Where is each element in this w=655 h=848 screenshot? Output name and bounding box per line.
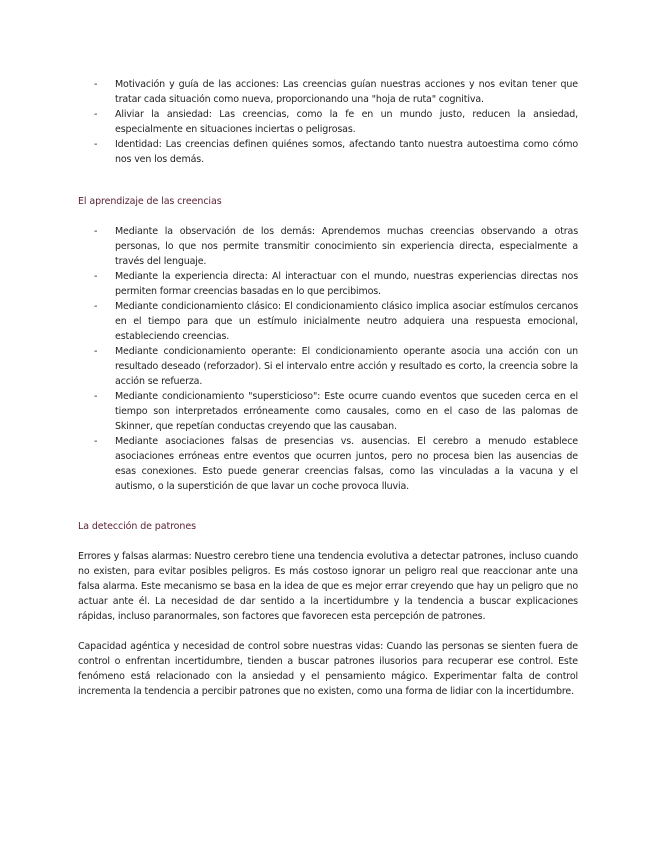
- list-item: [0, 434, 655, 494]
- list-dash: -: [94, 301, 98, 312]
- list-item: [0, 269, 655, 299]
- list-dash: -: [94, 79, 98, 90]
- list-item-text: Mediante condicionamiento "supersticioso": Este ocurre cuando eventos que suceden cerca en el tiempo son interpretados erróneamente como causales, como en el caso de las palomas de Skinner, que repetían conductas creyendo que las causaban.: [115, 391, 578, 432]
- list-item-text: Mediante condicionamiento clásico: El condicionamiento clásico implica asociar estímulos cercanos en el tiempo para que un estímulo inicialmente neutro adquiera una respuesta emocional, estableciendo creencias.: [115, 301, 578, 342]
- list-dash: -: [94, 391, 98, 402]
- list-item: [0, 137, 655, 167]
- belief-learning-list: [0, 224, 655, 494]
- list-dash: -: [94, 226, 98, 237]
- list-dash: -: [94, 109, 98, 120]
- list-item-text: Mediante la experiencia directa: Al interactuar con el mundo, nuestras experiencias directas nos permiten formar creencias basadas en lo que percibimos.: [115, 271, 578, 297]
- list-item: [0, 107, 655, 137]
- list-dash: -: [94, 436, 98, 447]
- list-item: [0, 299, 655, 344]
- list-dash: -: [94, 346, 98, 357]
- list-dash: -: [94, 139, 98, 150]
- list-item: [0, 389, 655, 434]
- list-item: [0, 344, 655, 389]
- list-item-text: Aliviar la ansiedad: Las creencias, como la fe en un mundo justo, reducen la ansiedad, especialmente en situaciones inciertas o peligrosas.: [115, 109, 578, 135]
- list-dash: -: [94, 271, 98, 282]
- list-item-text: Mediante la observación de los demás: Aprendemos muchas creencias observando a otras personas, lo que nos permite transmitir conocimiento sin experiencia directa, especialmente a través del lenguaje.: [115, 226, 578, 267]
- list-item-text: Identidad: Las creencias definen quiénes somos, afectando tanto nuestra autoestima como cómo nos ven los demás.: [115, 139, 578, 165]
- list-item-text: Motivación y guía de las acciones: Las creencias guían nuestras acciones y nos evitan tener que tratar cada situación como nueva, proporcionando una "hoja de ruta" cognitiva.: [115, 79, 578, 105]
- list-item: [0, 224, 655, 269]
- list-item-text: Mediante asociaciones falsas de presencias vs. ausencias. El cerebro a menudo establece asociaciones erróneas entre eventos que ocurren juntos, pero no procesa bien las ausencias de esas conexiones. Esto puede generar creencias falsas, como las vinculadas a la vacuna y el autismo, o la superstición de que lavar un coche provoca lluvia.: [115, 436, 578, 492]
- belief-functions-list: [0, 77, 655, 167]
- section-heading-learning: El aprendizaje de las creencias: [78, 196, 222, 207]
- list-item: [0, 77, 655, 107]
- paragraph-false-alarms: Errores y falsas alarmas: Nuestro cerebro tiene una tendencia evolutiva a detectar patrones, incluso cuando no existen, para evitar posibles peligros. Es más costoso ignorar un peligro real que reaccionar ante una falsa alarma. Este mecanismo se basa en la idea de que es mejor errar creyendo que hay un peligro que no actuar ante él. La necesidad de dar sentido a la incertidumbre y la tendencia a buscar explicaciones rápidas, incluso paranormales, son factores que favorecen esta percepción de patrones.: [78, 551, 578, 622]
- list-item-text: Mediante condicionamiento operante: El condicionamiento operante asocia una acción con un resultado deseado (reforzador). Si el intervalo entre acción y resultado es corto, la creencia sobre la acción se refuerza.: [115, 346, 578, 387]
- section-heading-patterns: La detección de patrones: [78, 521, 196, 532]
- paragraph-agency-control: Capacidad agéntica y necesidad de control sobre nuestras vidas: Cuando las personas se sienten fuera de control o enfrentan incertidumbre, tienden a buscar patrones ilusorios para recuperar ese control. Este fenómeno está relacionado con la ansiedad y el pensamiento mágico. Experimentar falta de control incrementa la tendencia a percibir patrones que no existen, como una forma de lidiar con la incertidumbre.: [78, 641, 578, 697]
